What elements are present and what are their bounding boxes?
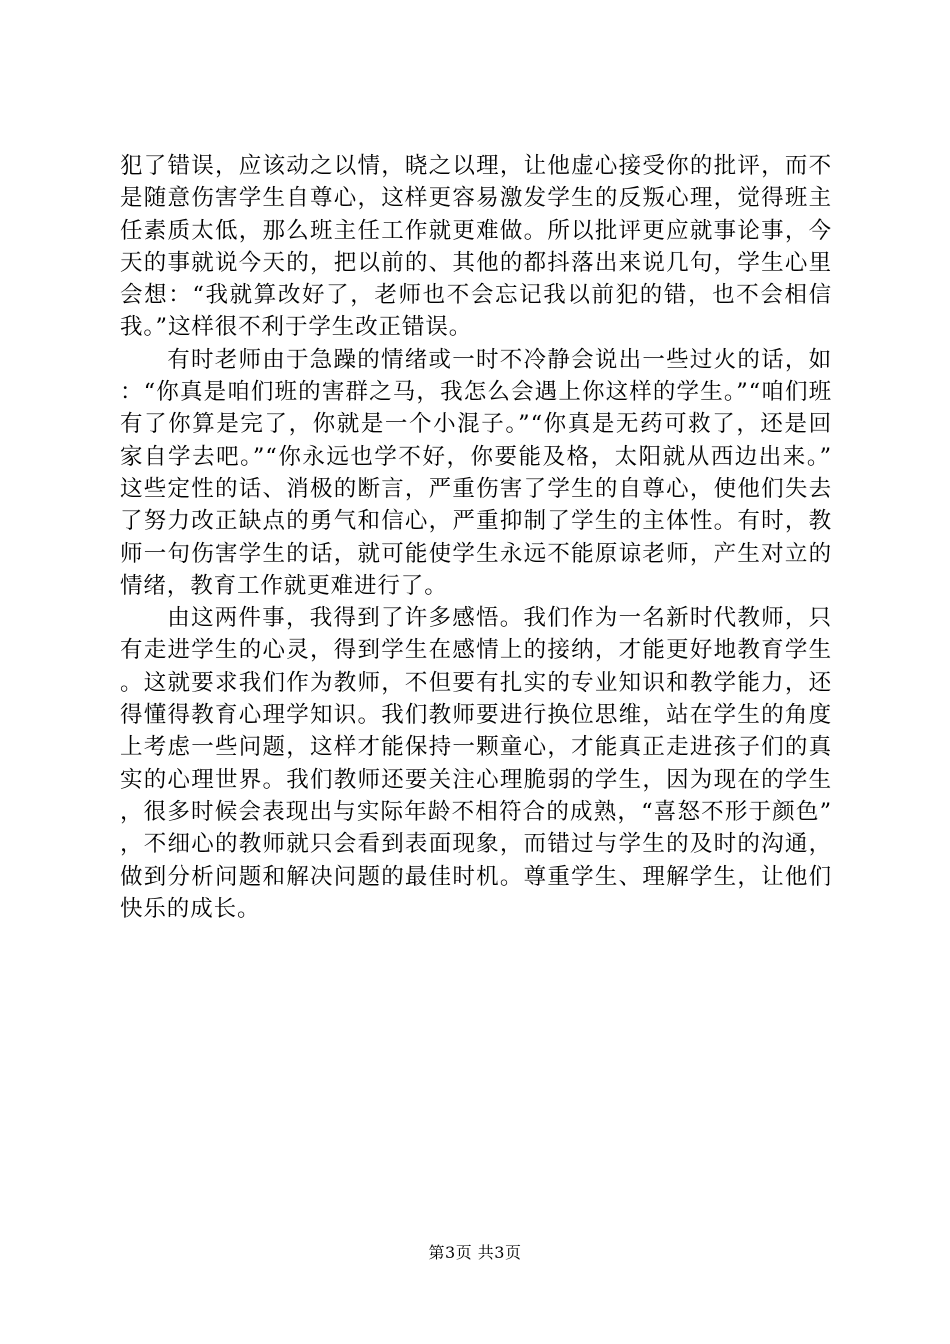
page-number-footer: 第3页 共3页 — [428, 1243, 522, 1262]
paragraph-harsh-words: 有时老师由于急躁的情绪或一时不冷静会说出一些过火的话，如：“你真是咱们班的害群之马，我怎么会遇上你这样的学生。”“咱们班有了你算是完了，你就是一个小混子。”“你真是无药可救了，还是回家自学去吧。”“你永远也学不好，你要能及格，太阳就从西边出来。”这些定性的话、消极的断言，严重伤害了学生的自尊心，使他们失去了努力改正缺点的勇气和信心，严重抑制了学生的主体性。有时，教师一句伤害学生的话，就可能使学生永远不能原谅老师，产生对立的情绪，教育工作就更难进行了。 — [120, 346, 832, 599]
paragraph-continued: 犯了错误，应该动之以情，晓之以理，让他虚心接受你的批评，而不是随意伤害学生自尊心，这样更容易激发学生的反叛心理，觉得班主任素质太低，那么班主任工作就更难做。所以批评更应就事论事，今天的事就说今天的，把以前的、其他的都抖落出来说几句，学生心里会想：“我就算改好了，老师也不会忘记我以前犯的错，也不会相信我。”这样很不利于学生改正错误。 — [120, 153, 832, 341]
paragraph-reflection: 由这两件事，我得到了许多感悟。我们作为一名新时代教师，只有走进学生的心灵，得到学生在感情上的接纳，才能更好地教育学生。这就要求我们作为教师，不但要有扎实的专业知识和教学能力，还得懂得教育心理学知识。我们教师要进行换位思维，站在学生的角度上考虑一些问题，这样才能保持一颗童心，才能真正走进孩子们的真实的心理世界。我们教师还要关注心理脆弱的学生，因为现在的学生，很多时候会表现出与实际年龄不相符合的成熟，“喜怒不形于颜色”，不细心的教师就只会看到表面现象，而错过与学生的及时的沟通，做到分析问题和解决问题的最佳时机。尊重学生、理解学生，让他们快乐的成长。 — [120, 605, 832, 922]
body-text — [120, 150, 832, 925]
